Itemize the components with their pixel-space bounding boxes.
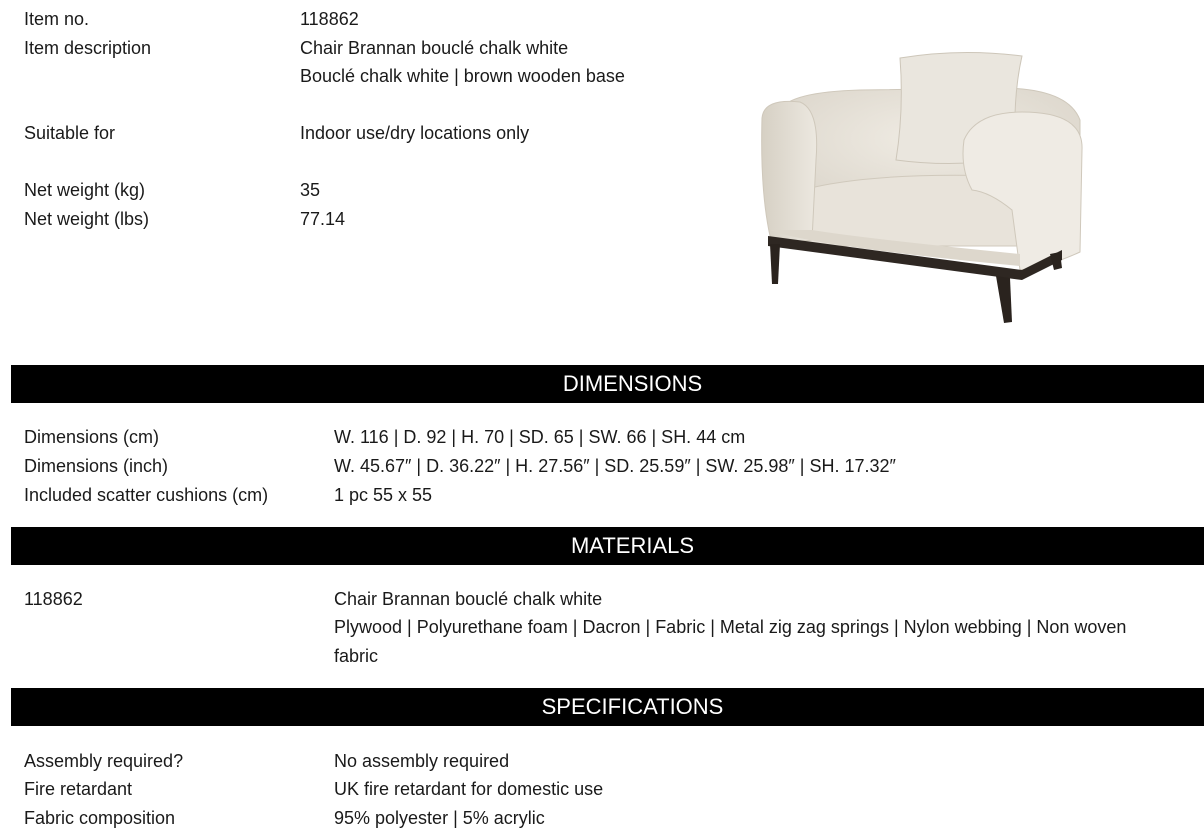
fabric-composition-value: 95% polyester | 5% acrylic	[334, 808, 545, 828]
dimensions-heading: DIMENSIONS	[562, 371, 703, 396]
assembly-required-value: No assembly required	[334, 751, 510, 771]
fire-retardant-label: Fire retardant	[24, 779, 133, 799]
assembly-required-label: Assembly required?	[24, 751, 184, 771]
dimensions-inch-value: W. 45.67″ | D. 36.22″ | H. 27.56″ | SD. 25.59″ | SW. 25.98″ | SH. 17.32″	[334, 456, 896, 476]
dimensions-inch-label: Dimensions (inch)	[24, 456, 169, 476]
net-weight-kg-label: Net weight (kg)	[24, 180, 146, 200]
item-description-line1: Chair Brannan bouclé chalk white	[300, 38, 569, 58]
item-description-label: Item description	[24, 38, 152, 58]
dimensions-cm-value: W. 116 | D. 92 | H. 70 | SD. 65 | SW. 66 | SH. 44 cm	[334, 427, 746, 447]
net-weight-lbs-value: 77.14	[300, 209, 346, 229]
product-image	[750, 40, 1110, 340]
dimensions-heading-bar	[11, 365, 1204, 403]
materials-item-number: 118862	[24, 589, 83, 609]
suitable-for-value: Indoor use/dry locations only	[300, 123, 530, 143]
scatter-cushions-label: Included scatter cushions (cm)	[24, 485, 269, 505]
dimensions-cm-label: Dimensions (cm)	[24, 427, 160, 447]
materials-list-line1: Plywood | Polyurethane foam | Dacron | Fabric | Metal zig zag springs | Nylon webbing | Non woven	[334, 617, 1127, 637]
materials-list-line2: fabric	[334, 646, 379, 666]
fabric-composition-label: Fabric composition	[24, 808, 176, 828]
fire-retardant-value: UK fire retardant for domestic use	[334, 779, 604, 799]
specifications-heading-bar	[11, 688, 1204, 726]
scatter-cushions-value: 1 pc 55 x 55	[334, 485, 433, 505]
materials-item-name: Chair Brannan bouclé chalk white	[334, 589, 603, 609]
item-no-label: Item no.	[24, 9, 90, 29]
net-weight-lbs-label: Net weight (lbs)	[24, 209, 150, 229]
net-weight-kg-value: 35	[300, 180, 321, 200]
materials-heading-bar	[11, 527, 1204, 565]
specifications-heading: SPECIFICATIONS	[541, 694, 724, 719]
suitable-for-label: Suitable for	[24, 123, 116, 143]
item-no-value: 118862	[300, 9, 359, 29]
item-description-line2: Bouclé chalk white | brown wooden base	[300, 66, 625, 86]
materials-heading: MATERIALS	[570, 533, 695, 558]
